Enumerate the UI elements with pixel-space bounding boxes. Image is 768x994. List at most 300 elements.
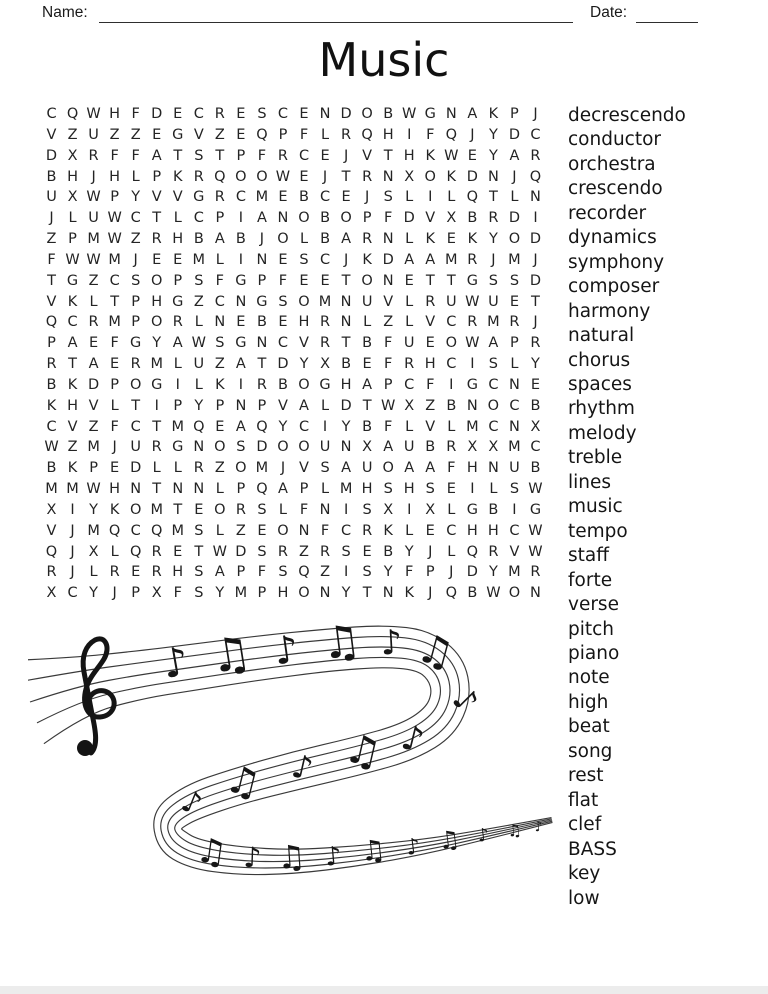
grid-cell: J (112, 585, 117, 602)
grid-cell: Y (278, 418, 288, 435)
grid-cell: M (192, 251, 206, 268)
grid-cell: B (320, 210, 331, 227)
grid-cell: E (194, 501, 204, 518)
grid-cell: L (68, 210, 77, 227)
music-staff-illustration (28, 620, 556, 920)
word-list-item: clef (568, 814, 602, 836)
grid-cell: T (488, 189, 498, 206)
grid-cell: O (214, 501, 226, 518)
date-blank-line (636, 22, 698, 23)
grid-cell: R (530, 564, 541, 581)
grid-cell: B (383, 543, 394, 560)
grid-cell: F (299, 501, 309, 518)
grid-cell: H (67, 397, 78, 414)
grid-cell: S (320, 460, 330, 477)
grid-cell: O (214, 439, 226, 456)
grid-cell: M (87, 231, 100, 248)
grid-cell: S (425, 481, 435, 498)
grid-cell: G (130, 335, 142, 352)
grid-cell: S (131, 272, 141, 289)
grid-cell: N (277, 210, 289, 227)
grid-cell: E (173, 251, 183, 268)
grid-cell: C (319, 189, 331, 206)
grid-cell: U (361, 460, 373, 477)
grid-cell: R (425, 293, 436, 310)
grid-cell: U (403, 439, 415, 456)
grid-cell: D (340, 397, 352, 414)
grid-cell: Q (361, 126, 373, 143)
grid-cell: B (277, 376, 288, 393)
grid-cell: L (131, 168, 140, 185)
grid-cell: B (46, 460, 57, 477)
grid-cell: L (152, 460, 161, 477)
word-list-item: beat (568, 716, 610, 738)
grid-cell: G (466, 501, 478, 518)
grid-cell: Z (320, 564, 331, 581)
grid-cell: F (173, 585, 182, 602)
grid-cell: R (341, 126, 352, 143)
grid-cell: P (362, 210, 372, 227)
grid-cell: N (256, 251, 268, 268)
grid-cell: S (194, 522, 204, 539)
grid-cell: P (131, 585, 141, 602)
footer-bar (0, 986, 768, 994)
grid-cell: Q (445, 126, 458, 143)
grid-cell: D (277, 356, 289, 373)
grid-cell: A (214, 231, 225, 248)
grid-cell: Z (67, 439, 78, 456)
grid-cell: O (361, 272, 373, 289)
grid-cell: Z (235, 522, 246, 539)
grid-cell: N (172, 481, 184, 498)
grid-cell: Q (466, 543, 479, 560)
grid-cell: R (362, 522, 373, 539)
grid-cell: C (214, 293, 225, 310)
grid-cell: W (528, 522, 543, 539)
grid-cell: M (445, 251, 458, 268)
grid-cell: L (110, 397, 119, 414)
grid-cell: R (109, 564, 120, 581)
grid-cell: W (402, 106, 417, 123)
grid-cell: N (340, 293, 352, 310)
grid-cell: C (509, 522, 520, 539)
grid-cell: Q (529, 168, 542, 185)
word-list-item: flat (568, 789, 599, 811)
grid-cell: Y (299, 356, 309, 373)
grid-cell: C (530, 439, 541, 456)
grid-cell: R (88, 314, 99, 331)
grid-cell: Z (88, 272, 99, 289)
eighth-note-icon: ♪ (379, 622, 404, 664)
grid-cell: N (382, 231, 394, 248)
grid-cell: A (235, 356, 246, 373)
grid-cell: R (488, 543, 499, 560)
grid-cell: S (488, 356, 498, 373)
grid-cell: D (45, 147, 58, 164)
grid-cell: J (70, 522, 75, 539)
grid-cell: V (67, 418, 78, 435)
grid-cell: P (510, 106, 519, 123)
grid-cell: O (487, 397, 500, 414)
grid-cell: N (509, 376, 520, 393)
grid-cell: M (508, 439, 521, 456)
grid-cell: V (172, 189, 183, 206)
grid-cell: F (405, 564, 414, 581)
grid-cell: O (298, 376, 310, 393)
grid-cell: R (151, 231, 162, 248)
word-list-item: rest (568, 765, 604, 787)
grid-cell: K (425, 147, 436, 164)
grid-cell: O (361, 106, 373, 123)
grid-cell: U (88, 126, 99, 143)
grid-cell: T (531, 293, 540, 310)
grid-cell: S (215, 335, 225, 352)
word-search-grid (41, 104, 546, 604)
grid-cell: O (382, 460, 394, 477)
grid-cell: M (487, 314, 500, 331)
grid-cell: W (275, 168, 291, 185)
grid-cell: R (214, 189, 225, 206)
grid-cell: R (88, 147, 99, 164)
grid-cell: E (110, 460, 120, 477)
grid-cell: T (362, 585, 372, 602)
grid-cell: I (238, 251, 244, 268)
grid-cell: B (235, 231, 246, 248)
word-list-item: harmony (568, 300, 651, 322)
grid-cell: L (405, 418, 414, 435)
grid-cell: W (465, 293, 480, 310)
grid-cell: D (508, 210, 521, 227)
word-list-item: high (568, 691, 609, 713)
grid-cell: C (193, 210, 204, 227)
grid-cell: N (466, 397, 478, 414)
grid-cell: V (299, 335, 309, 352)
grid-cell: T (152, 210, 162, 227)
grid-cell: P (510, 335, 519, 352)
grid-cell: C (298, 418, 310, 435)
grid-cell: C (488, 376, 499, 393)
word-list-item: lines (568, 471, 612, 493)
grid-cell: C (193, 106, 204, 123)
grid-cell: S (257, 106, 267, 123)
grid-cell: J (533, 314, 538, 331)
grid-cell: Q (45, 314, 58, 331)
beamed-notes-icon: ♫ (318, 620, 364, 671)
grid-cell: N (193, 481, 205, 498)
grid-cell: P (383, 376, 393, 393)
grid-cell: L (110, 543, 119, 560)
grid-cell: T (425, 272, 435, 289)
eighth-note-icon: ♪ (397, 717, 429, 762)
grid-cell: U (361, 293, 373, 310)
grid-cell: R (151, 439, 162, 456)
grid-cell: O (235, 168, 247, 185)
grid-cell: E (278, 314, 288, 331)
grid-cell: Y (488, 147, 498, 164)
grid-cell: W (212, 543, 228, 560)
grid-cell: L (194, 376, 203, 393)
grid-cell: O (277, 439, 289, 456)
word-list-item: key (568, 863, 601, 885)
grid-cell: X (362, 439, 373, 456)
word-list-item: BASS (568, 838, 617, 860)
grid-cell: Y (488, 231, 498, 248)
grid-cell: P (131, 314, 141, 331)
grid-cell: C (235, 189, 246, 206)
grid-cell: U (488, 293, 499, 310)
name-blank-line (99, 22, 573, 23)
grid-cell: H (487, 522, 499, 539)
grid-cell: I (175, 376, 180, 393)
grid-cell: E (89, 335, 99, 352)
grid-cell: E (131, 564, 141, 581)
eighth-note-icon: ♪ (323, 841, 343, 873)
grid-cell: I (238, 210, 244, 227)
grid-cell: Q (151, 522, 163, 539)
grid-cell: E (236, 314, 246, 331)
grid-cell: X (425, 501, 436, 518)
grid-cell: Y (404, 543, 414, 560)
grid-cell: L (489, 481, 498, 498)
grid-cell: A (425, 460, 436, 477)
grid-cell: K (488, 106, 499, 123)
grid-cell: A (341, 231, 352, 248)
grid-cell: P (299, 481, 309, 498)
grid-cell: C (130, 522, 141, 539)
grid-cell: N (214, 314, 226, 331)
grid-cell: Y (152, 335, 162, 352)
grid-cell: F (215, 272, 225, 289)
grid-cell: O (151, 272, 163, 289)
grid-cell: O (235, 460, 247, 477)
grid-cell: I (70, 501, 75, 518)
grid-cell: W (86, 106, 101, 123)
grid-cell: I (343, 564, 349, 581)
word-list-item: rhythm (568, 398, 635, 420)
grid-cell: F (426, 376, 435, 393)
grid-cell: X (488, 439, 499, 456)
grid-cell: E (173, 543, 183, 560)
grid-cell: T (341, 168, 351, 185)
grid-cell: T (173, 501, 183, 518)
grid-cell: Y (89, 501, 99, 518)
grid-cell: W (465, 335, 480, 352)
grid-cell: N (487, 460, 499, 477)
grid-cell: G (235, 272, 247, 289)
grid-cell: S (488, 272, 498, 289)
word-list-item: decrescendo (568, 105, 686, 126)
grid-cell: J (70, 543, 75, 560)
grid-cell: R (362, 231, 373, 248)
grid-cell: R (320, 314, 331, 331)
grid-cell: A (383, 439, 394, 456)
word-list-item: treble (568, 447, 623, 469)
grid-cell: M (255, 460, 269, 477)
grid-cell: P (110, 189, 119, 206)
grid-cell: L (173, 210, 182, 227)
grid-cell: O (129, 376, 142, 393)
word-list-item: symphony (568, 251, 665, 273)
beamed-notes-icon: ♫ (412, 624, 459, 679)
grid-cell: N (319, 585, 331, 602)
grid-cell: X (320, 356, 331, 373)
grid-cell: R (320, 543, 331, 560)
grid-cell: J (70, 564, 75, 581)
grid-cell: R (46, 564, 57, 581)
grid-cell: W (486, 585, 501, 602)
staff-notes-group (159, 620, 543, 877)
grid-cell: I (449, 376, 454, 393)
grid-cell: F (384, 335, 393, 352)
grid-cell: J (49, 210, 54, 227)
grid-cell: A (172, 335, 183, 352)
grid-cell: F (426, 126, 435, 143)
grid-cell: O (277, 231, 289, 248)
grid-cell: A (278, 481, 288, 498)
grid-cell: S (509, 481, 520, 498)
grid-cell: X (446, 210, 457, 227)
grid-cell: W (44, 439, 59, 456)
grid-cell: Q (256, 418, 268, 435)
beamed-notes-icon: ♫ (358, 832, 388, 869)
grid-cell: H (277, 585, 289, 602)
grid-cell: R (509, 314, 520, 331)
grid-cell: G (235, 335, 247, 352)
grid-cell: H (382, 126, 394, 143)
grid-cell: I (533, 210, 538, 227)
grid-cell: B (362, 335, 373, 352)
grid-cell: J (470, 126, 475, 143)
grid-cell: P (257, 397, 267, 414)
grid-cell: E (530, 376, 541, 393)
grid-cell: O (508, 231, 521, 248)
grid-cell: X (467, 439, 478, 456)
grid-cell: X (404, 397, 415, 414)
grid-cell: M (87, 522, 100, 539)
grid-cell: L (215, 481, 224, 498)
grid-cell: Z (214, 460, 225, 477)
grid-cell: J (322, 168, 328, 185)
grid-cell: L (194, 314, 203, 331)
grid-cell: Z (425, 397, 436, 414)
music-staff-svg (28, 620, 556, 920)
grid-cell: X (88, 543, 99, 560)
beamed-notes-icon: ♫ (506, 820, 523, 841)
grid-cell: R (277, 543, 288, 560)
grid-cell: J (428, 585, 433, 602)
word-list-item: verse (568, 594, 619, 616)
grid-cell: M (339, 481, 353, 498)
word-list-item: melody (568, 422, 637, 444)
grid-cell: C (488, 418, 499, 435)
grid-cell: R (467, 314, 478, 331)
grid-cell: P (257, 585, 267, 602)
grid-cell: I (470, 356, 475, 373)
grid-cell: H (466, 460, 478, 477)
grid-cell: B (193, 231, 204, 248)
word-list-item: crescendo (568, 178, 663, 200)
grid-cell: O (298, 293, 310, 310)
grid-cell: R (446, 439, 457, 456)
grid-cell: B (362, 418, 373, 435)
grid-cell: B (46, 376, 57, 393)
grid-cell: P (236, 564, 246, 581)
grid-cell: H (361, 481, 373, 498)
grid-cell: B (256, 314, 267, 331)
grid-cell: C (446, 314, 457, 331)
beamed-notes-icon: ♫ (205, 624, 256, 685)
grid-cell: Z (109, 126, 120, 143)
grid-cell: X (383, 501, 394, 518)
grid-cell: C (298, 147, 310, 164)
grid-cell: U (88, 210, 99, 227)
word-list-item: composer (568, 276, 660, 298)
grid-cell: E (299, 168, 309, 185)
word-list-item: natural (568, 325, 635, 347)
grid-cell: E (362, 543, 372, 560)
grid-cell: Q (129, 543, 142, 560)
grid-cell: L (405, 314, 414, 331)
grid-cell: J (280, 460, 286, 477)
grid-cell: D (466, 168, 478, 185)
grid-cell: Y (131, 189, 141, 206)
grid-cell: S (194, 585, 204, 602)
grid-cell: Z (383, 314, 394, 331)
grid-cell: E (446, 231, 456, 248)
grid-cell: K (46, 397, 57, 414)
grid-cell: Q (298, 564, 310, 581)
grid-cell: O (508, 585, 521, 602)
grid-cell: V (425, 418, 436, 435)
grid-cell: R (46, 356, 57, 373)
grid-cell: G (66, 272, 79, 289)
grid-cell: G (172, 439, 184, 456)
word-list-item: chorus (568, 349, 631, 371)
grid-cell: F (110, 335, 119, 352)
page-title: Music (318, 33, 450, 87)
grid-cell: W (107, 231, 122, 248)
grid-cell: Q (66, 106, 79, 123)
grid-cell: J (259, 231, 265, 248)
grid-cell: T (131, 397, 141, 414)
grid-cell: V (299, 460, 309, 477)
grid-cell: W (86, 251, 101, 268)
grid-cell: Q (45, 543, 58, 560)
grid-cell: G (172, 293, 184, 310)
grid-cell: K (446, 168, 457, 185)
grid-cell: Y (194, 397, 204, 414)
grid-cell: T (152, 418, 162, 435)
word-list-item: song (568, 740, 613, 762)
grid-cell: M (66, 481, 79, 498)
grid-cell: E (215, 418, 225, 435)
eighth-note-icon: ♪ (159, 638, 193, 689)
grid-cell: M (318, 293, 332, 310)
grid-cell: E (152, 126, 162, 143)
grid-cell: K (215, 376, 225, 393)
grid-cell: P (278, 126, 288, 143)
grid-cell: W (86, 189, 101, 206)
grid-cell: J (533, 106, 538, 123)
grid-cell: A (404, 460, 415, 477)
grid-cell: P (152, 168, 162, 185)
grid-cell: S (257, 501, 267, 518)
grid-cell: K (467, 231, 478, 248)
grid-cell: I (343, 501, 349, 518)
grid-cell: K (67, 293, 78, 310)
grid-cell: L (447, 501, 456, 518)
grid-cell: S (383, 189, 393, 206)
